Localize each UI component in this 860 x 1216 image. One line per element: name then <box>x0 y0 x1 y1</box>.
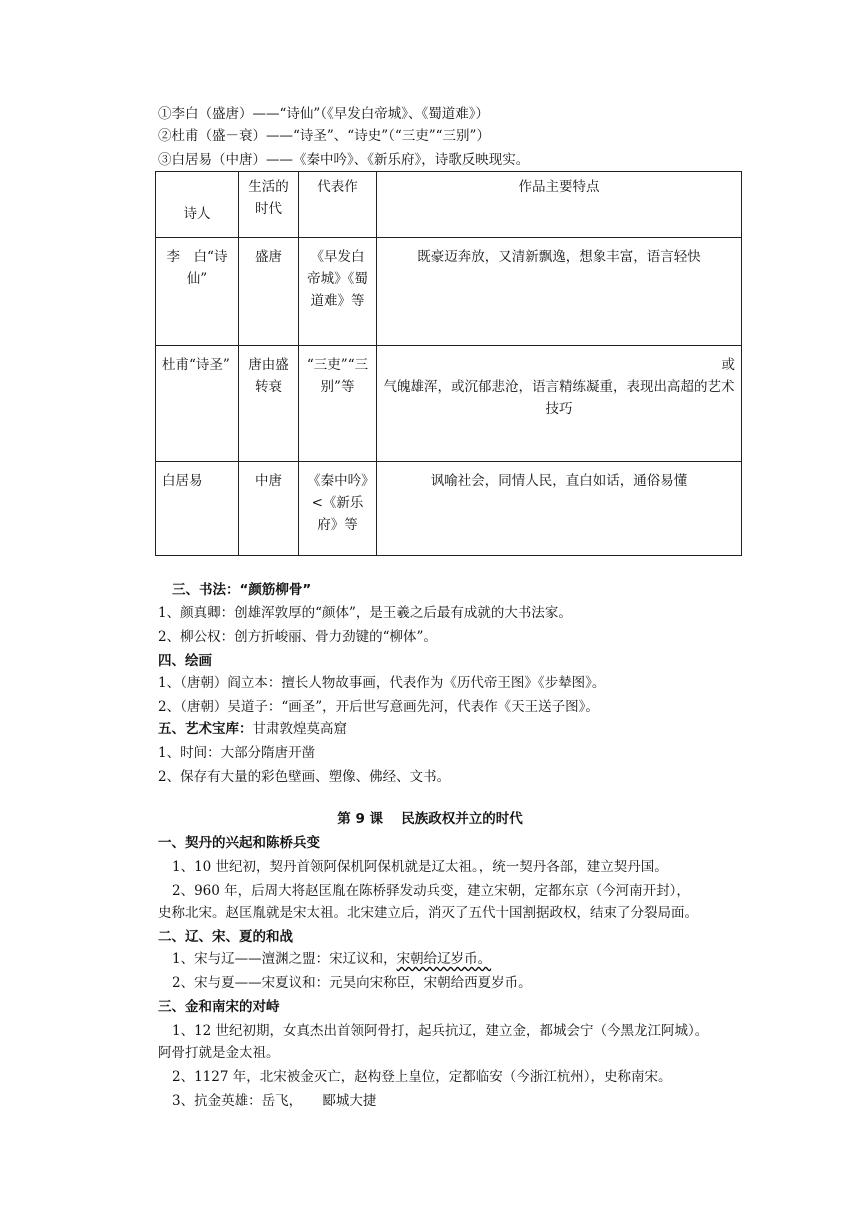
lesson-paragraph: 2、1127 年，北宋被金灭亡，赵构登上皇位，定都临安（今浙江杭州），史称南宋。 <box>172 1069 672 1085</box>
table-row <box>156 462 742 556</box>
lesson-paragraph-text: 1、宋与辽——澶渊之盟：宋辽议和， <box>172 951 397 967</box>
cell-works: 《早发白帝城》《蜀道难》等 <box>299 238 377 346</box>
table-row <box>156 346 742 462</box>
lesson-heading-2: 二、辽、宋、夏的和战 <box>158 929 293 945</box>
cell-era: 唐由盛转衰 <box>239 346 299 462</box>
cell-works: “三吏”“三别”等 <box>299 346 377 462</box>
header-works: 代表作 <box>299 172 377 238</box>
section-heading-calligraphy: 三、书法：“颜筋柳骨” <box>172 582 312 598</box>
lesson-title: 第 9 课 民族政权并立的时代 <box>337 811 523 827</box>
cell-features-part-2: 气魄雄浑，或沉郁悲沧，语言精练凝重，表现出高超的艺术技巧 <box>383 379 735 417</box>
cell-poet: 杜甫“诗圣” <box>156 346 239 462</box>
lesson-paragraph: 2、960 年，后周大将赵匡胤在陈桥驿发动兵变，建立宋朝，定都东京（今河南开封）， <box>172 883 690 899</box>
cell-era: 中唐 <box>239 462 299 556</box>
cell-features: 既豪迈奔放，又清新飘逸，想象丰富，语言轻快 <box>377 238 742 346</box>
calligraphy-item-1: 1、颜真卿：创雄浑敦厚的“颜体”，是王羲之后最有成就的大书法家。 <box>158 605 572 621</box>
header-features: 作品主要特点 <box>377 172 742 238</box>
lesson-paragraph: 2、宋与夏——宋夏议和：元昊向宋称臣，宋朝给西夏岁币。 <box>172 975 532 991</box>
cell-features-part-1: 或 <box>721 357 735 373</box>
calligraphy-item-2: 2、柳公权：创方折峻丽、骨力劲键的“柳体”。 <box>158 629 437 645</box>
lesson-paragraph: 1、10 世纪初，契丹首领阿保机阿保机就是辽太祖。，统一契丹各部，建立契丹国。 <box>172 859 668 875</box>
header-poet: 诗人 <box>156 172 239 238</box>
lesson-heading-1: 一、契丹的兴起和陈桥兵变 <box>158 835 320 851</box>
art-item-1: 1、时间：大部分隋唐开凿 <box>158 745 316 761</box>
intro-line-1: ①李白（盛唐）——“诗仙”（《早发白帝城》、《蜀道难》） <box>158 106 490 122</box>
section-heading-painting: 四、绘画 <box>158 653 212 669</box>
lesson-paragraph-cont: 史称北宋。赵匡胤就是宋太祖。北宋建立后，消灭了五代十国割据政权，结束了分裂局面。 <box>158 905 698 921</box>
header-era: 生活的时代 <box>239 172 299 238</box>
poets-table <box>155 171 742 556</box>
lesson-paragraph: 3、抗金英雄：岳飞， 郾城大捷 <box>172 1093 377 1109</box>
cell-poet: 李 白“诗仙” <box>156 238 239 346</box>
section-heading-art <box>158 718 347 740</box>
cell-works: 《秦中吟》<《新乐府》等 <box>299 462 377 556</box>
cell-poet: 白居易 <box>156 462 239 556</box>
wavy-underlined-text: 宋朝给辽岁币。 <box>396 951 492 967</box>
painting-item-1: 1、（唐朝）阎立本：擅长人物故事画，代表作为《历代帝王图》《步辇图》。 <box>158 675 606 691</box>
lesson-heading-3: 三、金和南宋的对峙 <box>158 999 280 1015</box>
table-header-row <box>156 172 742 238</box>
table-row <box>156 238 742 346</box>
art-heading-tail: 甘肃敦煌莫高窟 <box>252 721 347 737</box>
intro-line-2: ②杜甫（盛－衰）——“诗圣”、“诗史”（“三吏”“三别”） <box>158 128 490 144</box>
lesson-paragraph <box>172 948 491 970</box>
lesson-paragraph-cont: 阿骨打就是金太祖。 <box>158 1045 280 1061</box>
intro-line-3: ③白居易（中唐）——《秦中吟》、《新乐府》，诗歌反映现实。 <box>158 152 530 168</box>
cell-features <box>377 346 742 462</box>
cell-features: 讽喻社会，同情人民，直白如话，通俗易懂 <box>377 462 742 556</box>
art-heading-label: 五、艺术宝库： <box>158 721 253 737</box>
art-item-2: 2、保存有大量的彩色壁画、塑像、佛经、文书。 <box>158 769 451 785</box>
cell-era: 盛唐 <box>239 238 299 346</box>
lesson-paragraph: 1、12 世纪初期，女真杰出首领阿骨打，起兵抗辽，建立金，都城会宁（今黑龙江阿城）。 <box>172 1023 709 1039</box>
painting-item-2: 2、（唐朝）吴道子：“画圣”，开后世写意画先河，代表作《天王送子图》。 <box>158 699 599 715</box>
